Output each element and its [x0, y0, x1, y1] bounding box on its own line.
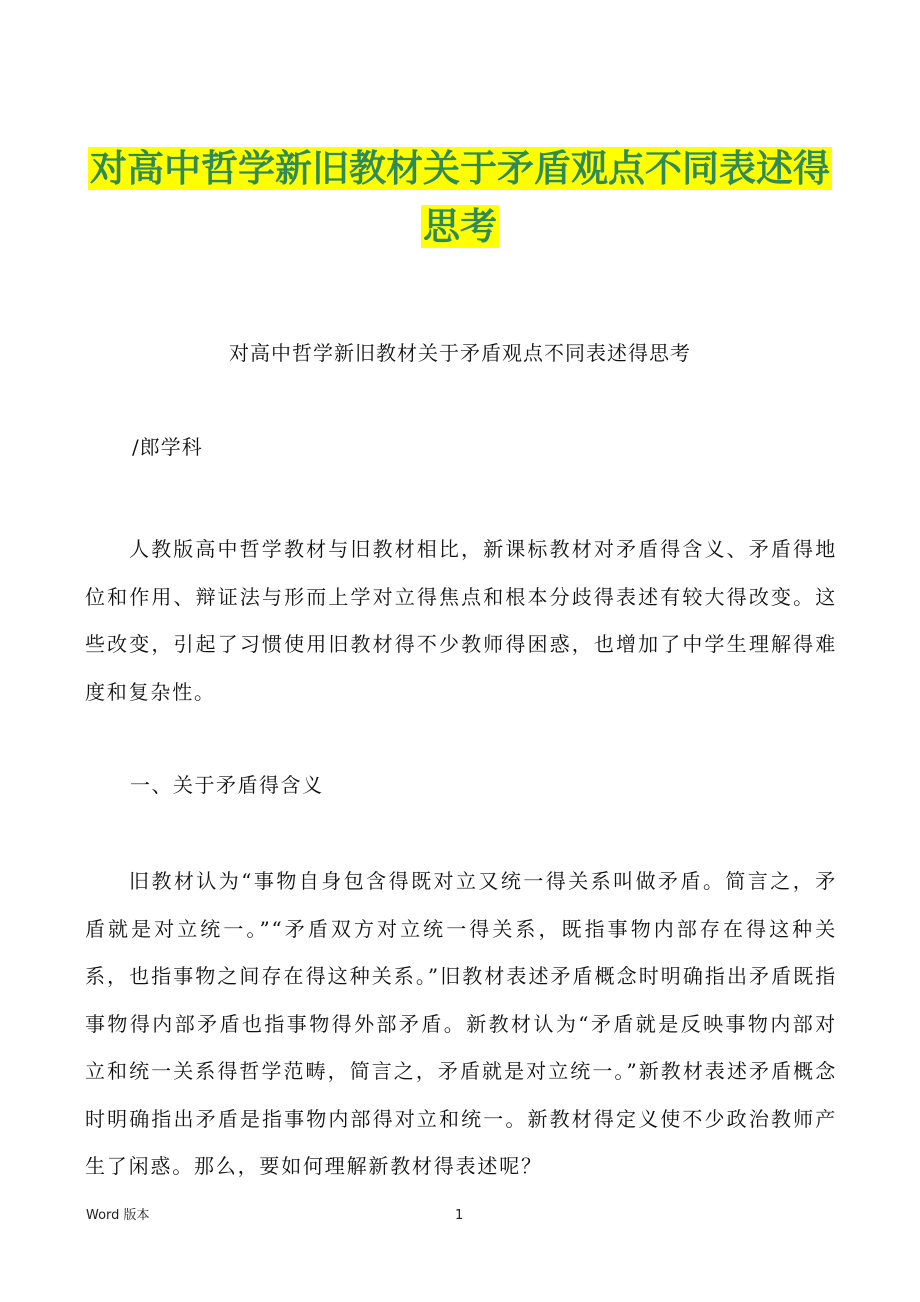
title-line-2: 思考 — [423, 205, 497, 248]
document-title — [70, 140, 850, 256]
page-number: 1 — [455, 1208, 464, 1223]
section-paragraph: 旧教材认为“事物自身包含得既对立又统一得关系叫做矛盾。简言之，矛盾就是对立统一。”“矛盾双方对立统一得关系，既指事物内部存在得这种关系，也指事物之间存在得这种关系。”旧教材表述矛盾概念时明确指出矛盾既指事物得内部矛盾也指事物得外部矛盾。新教材认为“矛盾就是反映事物内部对立和统一关系得哲学范畴，简言之，矛盾就是对立统一。”新教材表述矛盾概念时明确指出矛盾是指事物内部得对立和统一。新教材得定义使不少政治教师产生了闲惑。那么，要如何理解新教材得表述呢？ — [85, 869, 837, 1178]
document-subtitle: 对高中哲学新旧教材关于矛盾观点不同表述得思考 — [229, 341, 691, 365]
section-heading: 一、关于矛盾得含义 — [130, 773, 324, 797]
intro-paragraph: 人教版高中哲学教材与旧教材相比，新课标教材对矛盾得含义、矛盾得地位和作用、辩证法与形而上学对立得焦点和根本分歧得表述有较大得改变。这些改变，引起了习惯使用旧教材得不少教师得困惑，也增加了中学生理解得难度和复杂性。 — [85, 537, 837, 704]
footer-label: Word 版本 — [86, 1208, 150, 1223]
author-line: /郎学科 — [132, 435, 203, 459]
title-line-1: 对高中哲学新旧教材关于矛盾观点不同表述得 — [90, 147, 830, 190]
